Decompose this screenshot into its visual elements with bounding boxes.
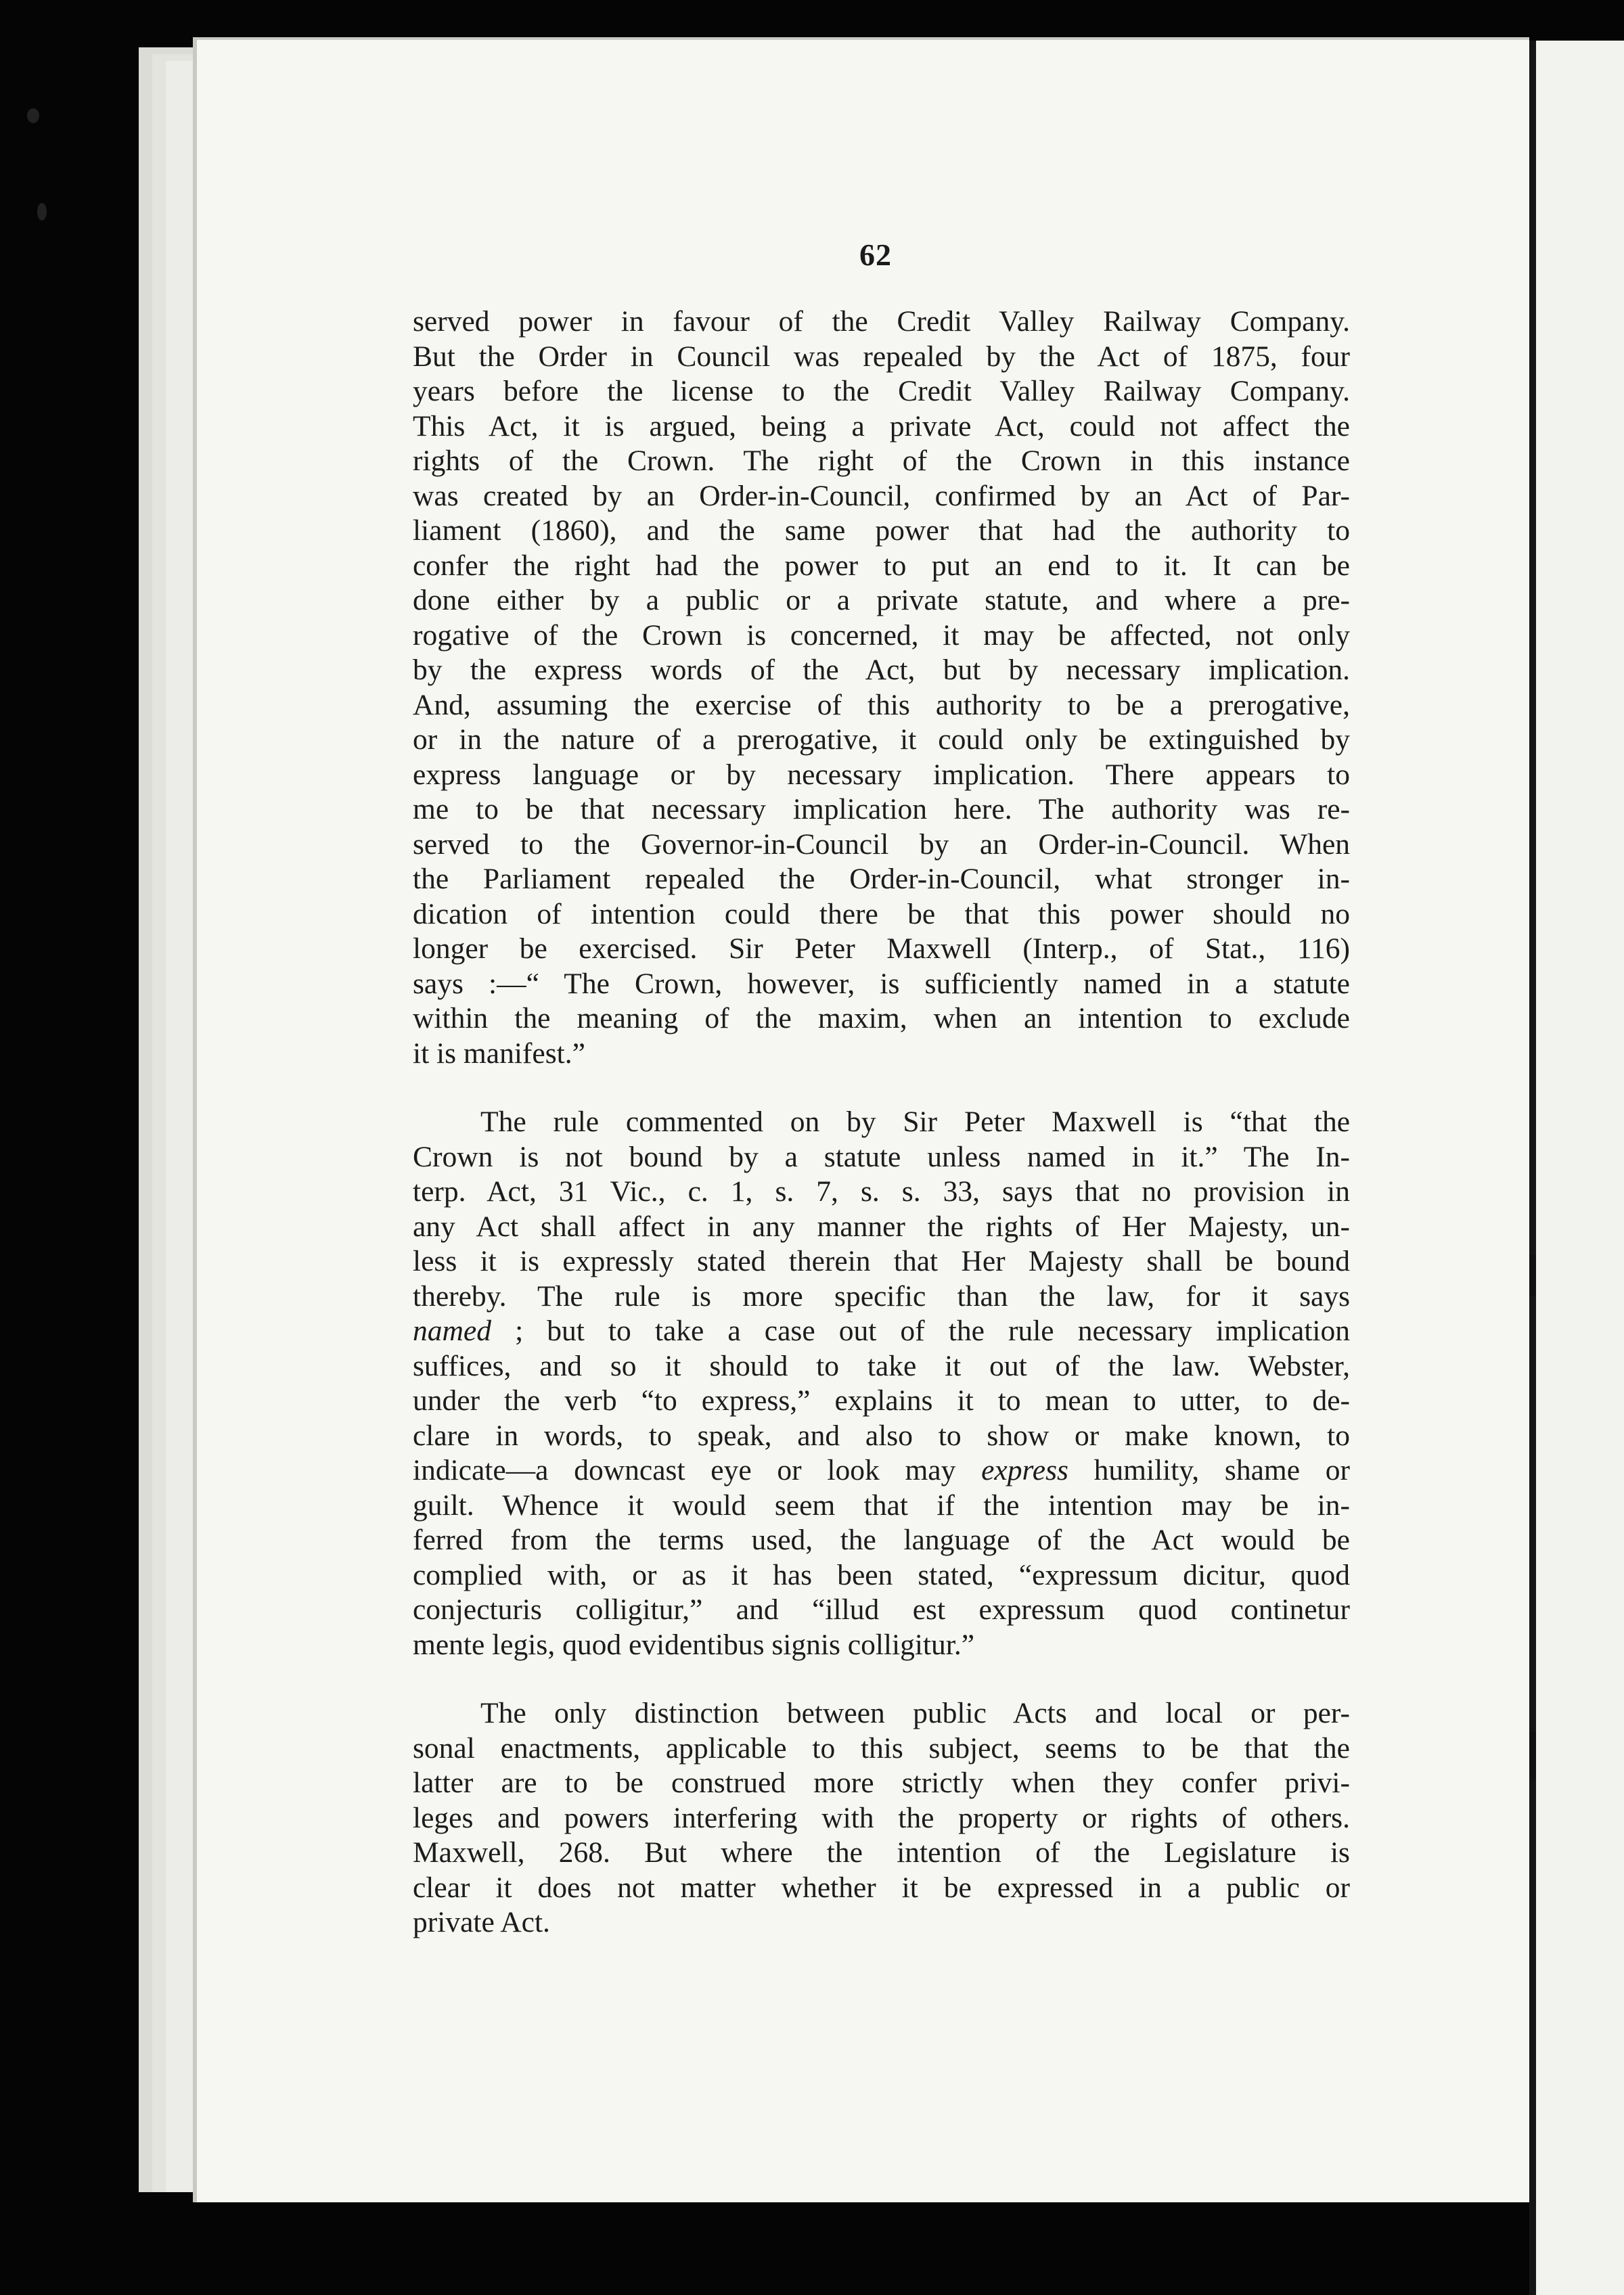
text-line: Maxwell, 268. But where the intention of the Legislature is	[413, 1836, 1350, 1869]
text-line: named ; but to take a case out of the rule necessary implication	[413, 1315, 1350, 1347]
scan-speck	[37, 203, 47, 221]
text-line: by the express words of the Act, but by necessary implication.	[413, 654, 1350, 686]
text-line: years before the license to the Credit Valley Railway Company.	[413, 375, 1350, 407]
text-line: clare in words, to speak, and also to show or make known, to	[413, 1419, 1350, 1452]
text-line: leges and powers interfering with the property or rights of others.	[413, 1801, 1350, 1834]
text-line: Crown is not bound by a statute unless named in it.” The In-	[413, 1140, 1350, 1173]
scan-speck	[27, 108, 39, 123]
text-line: served to the Governor-in-Council by an Order-in-Council. When	[413, 827, 1350, 861]
page-number: 62	[859, 237, 892, 272]
text-line: under the verb “to express,” explains it to mean to utter, to de-	[413, 1384, 1350, 1417]
text-line: mente legis, quod evidentibus signis colligitur.”	[413, 1628, 975, 1661]
text-line: The rule commented on by Sir Peter Maxwell is “that the	[480, 1106, 1350, 1138]
paragraph-2	[413, 1105, 1350, 1662]
text-line: dication of intention could there be that this power should no	[413, 897, 1350, 930]
text-line: or in the nature of a prerogative, it could only be extinguished by	[413, 723, 1350, 756]
text-line: sonal enactments, applicable to this subject, seems to be that the	[413, 1731, 1350, 1765]
text-line: the Parliament repealed the Order-in-Council, what stronger in-	[413, 863, 1350, 895]
text-line: But the Order in Council was repealed by the Act of 1875, four	[413, 340, 1350, 373]
text-line: conjecturis colligitur,” and “illud est expressum quod continetur	[413, 1593, 1350, 1626]
text-line: was created by an Order-in-Council, confirmed by an Act of Par-	[413, 479, 1350, 512]
text-line: longer be exercised. Sir Peter Maxwell (Interp., of Stat., 116)	[413, 932, 1350, 965]
text-line: The only distinction between public Acts and local or per-	[480, 1697, 1350, 1729]
paragraph-1	[413, 304, 1350, 1071]
text-line: rogative of the Crown is concerned, it may be affected, not only	[413, 618, 1350, 652]
text-line: thereby. The rule is more specific than the law, for it says	[413, 1279, 1350, 1313]
text-line: rights of the Crown. The right of the Crown in this instance	[413, 445, 1350, 477]
text-line: express language or by necessary implication. There appears to	[413, 758, 1350, 791]
text-line: done either by a public or a private statute, and where a pre-	[413, 584, 1350, 616]
text-line: suffices, and so it should to take it out of the law. Webster,	[413, 1349, 1350, 1382]
text-line: terp. Act, 31 Vic., c. 1, s. 7, s. s. 33, says that no provision in	[413, 1175, 1350, 1208]
text-line: less it is expressly stated therein that Her Majesty shall be bound	[413, 1245, 1350, 1277]
text-line: liament (1860), and the same power that had the authority to	[413, 514, 1350, 547]
text-line: served power in favour of the Credit Valley Railway Company.	[413, 305, 1350, 338]
adjacent-page-strip	[1529, 41, 1624, 2295]
text-line: confer the right had the power to put an end to it. It can be	[413, 549, 1350, 582]
paragraph-3	[413, 1696, 1350, 1940]
text-line: ferred from the terms used, the language of the Act would be	[413, 1524, 1350, 1556]
text-line: me to be that necessary implication here. The authority was re-	[413, 793, 1350, 825]
text-line: complied with, or as it has been stated, “expressum dicitur, quod	[413, 1558, 1350, 1591]
text-line: And, assuming the exercise of this authority to be a prerogative,	[413, 688, 1350, 721]
text-line: indicate—a downcast eye or look may express humility, shame or	[413, 1454, 1350, 1486]
text-line: within the meaning of the maxim, when an intention to exclude	[413, 1002, 1350, 1035]
text-line: it is manifest.”	[413, 1037, 585, 1070]
text-line: guilt. Whence it would seem that if the intention may be in-	[413, 1489, 1350, 1522]
text-line: private Act.	[413, 1906, 550, 1938]
body-text	[413, 304, 1350, 1940]
text-line: says :—“ The Crown, however, is sufficiently named in a statute	[413, 967, 1350, 1000]
text-line: latter are to be construed more strictly when they confer privi-	[413, 1767, 1350, 1799]
text-line: clear it does not matter whether it be expressed in a public or	[413, 1871, 1350, 1904]
text-line: This Act, it is argued, being a private Act, could not affect the	[413, 409, 1350, 442]
text-line: any Act shall affect in any manner the rights of Her Majesty, un-	[413, 1210, 1350, 1243]
